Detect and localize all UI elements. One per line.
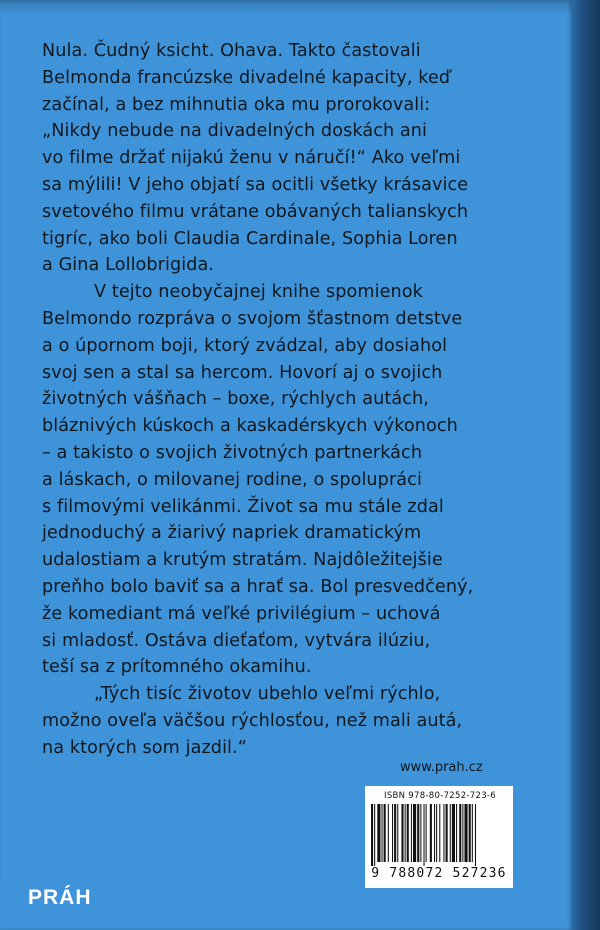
blurb-line: bláznivých kúskoch a kaskadérskych výkonoch xyxy=(42,416,458,437)
blurb-line: V tejto neobyčajnej knihe spomienok xyxy=(94,282,423,303)
publisher-website: www.prah.cz xyxy=(400,760,483,775)
publisher-logo-text: PRÁH xyxy=(28,886,92,909)
blurb-line: životných vášňach – boxe, rýchlych autách, xyxy=(42,389,429,410)
blurb-line: sa mýlili! V jeho objatí sa ocitli všetky krásavice xyxy=(42,174,469,195)
blurb-line: si mladosť. Ostáva dieťaťom, vytvára ilúziu, xyxy=(42,630,431,651)
cover-edge-shade xyxy=(0,0,572,14)
blurb-line: – a takisto o svojich životných partnerkách xyxy=(42,442,423,463)
blurb-paragraph-1 xyxy=(42,38,562,279)
blurb-line: a Gina Lollobrigida. xyxy=(42,255,215,276)
blurb-line: s filmovými velikánmi. Život sa mu stále zdal xyxy=(42,496,444,517)
barcode-bars xyxy=(371,804,507,866)
blurb-line: udalostiam a krutým stratám. Najdôležitejšie xyxy=(42,550,443,571)
blurb-line: tigríc, ako boli Claudia Cardinale, Sophia Loren xyxy=(42,228,458,249)
blurb-line: vo filme držať nijakú ženu v náručí!“ Ako veľmi xyxy=(42,148,461,169)
blurb-line: a o úpornom boji, ktorý zvádzal, aby dosiahol xyxy=(42,335,448,356)
blurb-line: že komediant má veľké privilégium – uchová xyxy=(42,603,441,624)
blurb-line: „Tých tisíc životov ubehlo veľmi rýchlo, xyxy=(94,684,441,705)
blurb-line: teší sa z prítomného okamihu. xyxy=(42,657,312,678)
blurb-line: „Nikdy nebude na divadelných doskách ani xyxy=(42,121,428,142)
publisher-logo xyxy=(0,880,108,920)
blurb-line: Belmonda francúzske divadelné kapacity, keď xyxy=(42,67,451,88)
blurb-line: Nula. Čudný ksicht. Ohava. Takto častovali xyxy=(42,41,421,61)
isbn-barcode xyxy=(365,786,513,888)
isbn-label: ISBN 978-80-7252-723-6 xyxy=(384,791,496,801)
blurb-text xyxy=(42,38,562,762)
blurb-line: na ktorých som jazdil.“ xyxy=(42,737,247,758)
blurb-line: Belmondo rozpráva o svojom šťastnom detstve xyxy=(42,308,463,329)
blurb-line: svetového filmu vrátane obávaných talianskych xyxy=(42,201,469,222)
blurb-line: jednoduchý a žiarivý napriek dramatickým xyxy=(42,523,422,544)
blurb-line: preňho bolo baviť sa a hrať sa. Bol presvedčený, xyxy=(42,576,474,597)
blurb-quote xyxy=(42,681,562,761)
blurb-paragraph-2 xyxy=(42,279,562,681)
blurb-line: možno oveľa väčšou rýchlosťou, než mali autá, xyxy=(42,710,463,731)
blurb-line: a láskach, o milovanej rodine, o spolupráci xyxy=(42,469,422,490)
book-spine xyxy=(572,0,600,930)
isbn-digits: 9 788072 527236 xyxy=(371,866,507,881)
blurb-line: svoj sen a stal sa hercom. Hovorí aj o svojich xyxy=(42,362,443,383)
blurb-line: začínal, a bez mihnutia oka mu prorokovali: xyxy=(42,94,431,115)
